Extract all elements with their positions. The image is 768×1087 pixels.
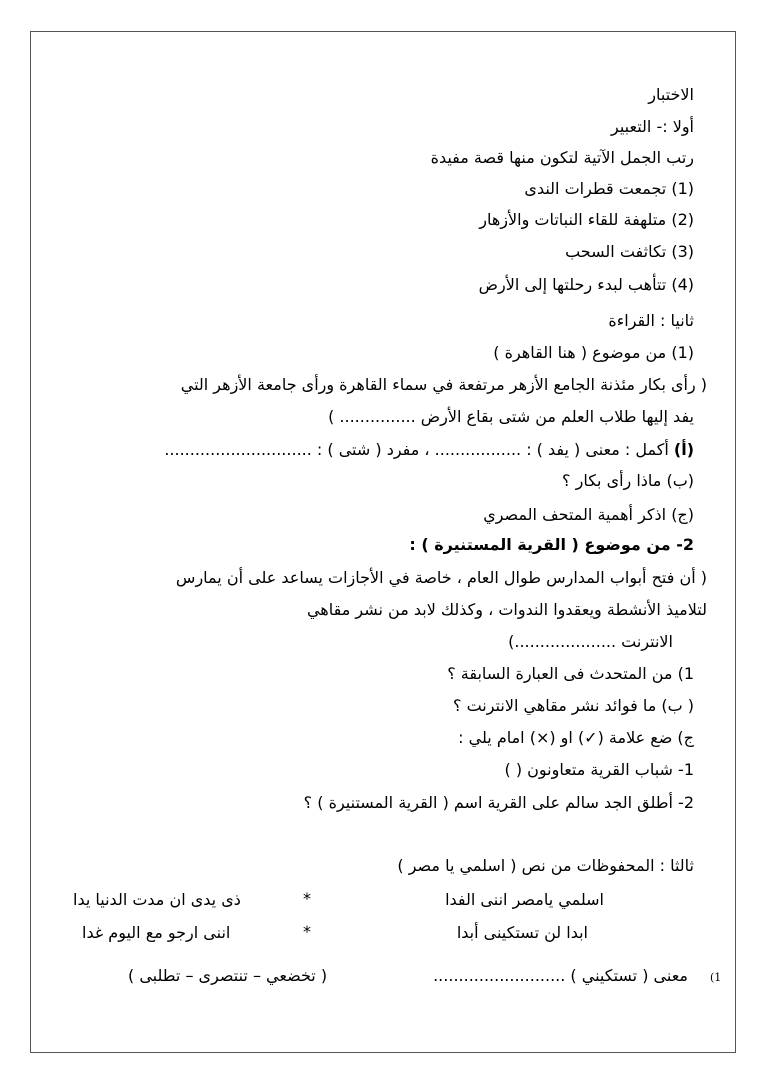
section2-heading: ثانيا : القراءة [608,311,694,330]
topic1-passage-line2: يفد إليها طلاب العلم من شتى بقاع الأرض ............... ) [328,407,694,426]
topic1-title: (1) من موضوع ( هنا القاهرة ) [493,343,694,362]
verse1-left-hemistich: ذى يدى ان مدت الدنيا يدا [73,890,241,909]
topic1-question-b: (ب) ماذا رأى بكار ؟ [562,471,694,490]
topic1-passage-line1: ( رأى بكار مئذنة الجامع الأزهر مرتفعة في سماء القاهرة ورأى جامعة الأزهر التي [180,375,707,394]
list-item: (1) تجمعت قطرات الندى [524,179,694,198]
topic2-passage-line2: لتلاميذ الأنشطة ويعقدوا الندوات ، وكذلك لابد من نشر مقاهي [306,600,707,619]
verse2-separator: * [303,922,311,941]
topic2-question-1: 1) من المتحدث فى العبارة السابقة ؟ [447,664,694,683]
verse2-right-hemistich: ابدا لن تستكينى أبدا [456,923,588,942]
question-number: (1 [710,971,722,984]
list-item: (2) متلهفة للقاء النباتات والأزهار [479,210,694,229]
statement-1: 1- شباب القرية متعاونون ( ) [504,760,694,779]
section1-heading: أولا :- التعبير [611,117,694,136]
question-a-marker: (أ) [673,440,694,459]
meaning-question: معنى ( تستكيني ) .......................... [433,966,688,985]
verse2-left-hemistich: اننى ارجو مع اليوم غدا [82,923,231,942]
verse1-right-hemistich: اسلمي يامصر اننى الفدا [445,890,604,909]
verse1-separator: * [303,889,311,908]
exam-title: الاختبار [648,85,694,104]
section1-instruction: رتب الجمل الآتية لتكون منها قصة مفيدة [430,148,694,167]
topic1-question-a [164,440,694,460]
topic2-passage-line3: الانترنت ....................) [508,632,673,651]
question-a-text: أكمل : معنى ( يفد ) : ................. ، مفرد ( شتى ) : ............................. [164,440,674,459]
topic2-question-b: ( ب) ما فوائد نشر مقاهي الانترنت ؟ [452,696,694,715]
section3-heading: ثالثا : المحفوظات من نص ( اسلمي يا مصر ) [397,856,694,875]
topic2-passage-line1: ( أن فتح أبواب المدارس طوال العام ، خاصة في الأجازات يساعد على أن يمارس [175,568,707,587]
topic2-title: 2- من موضوع ( القرية المستنيرة ) : [409,535,694,554]
meaning-choices: ( تخضعي – تنتصرى – تطلبى ) [128,966,328,985]
topic2-question-c: ج) ضع علامة (✓) او (×) امام يلي : [458,728,694,747]
topic1-question-c: (ج) اذكر أهمية المتحف المصري [483,505,694,524]
list-item: (4) تتأهب لبدء رحلتها إلى الأرض [478,275,694,294]
list-item: (3) تكاثفت السحب [565,242,694,261]
statement-2: 2- أطلق الجد سالم على القرية اسم ( القرية المستنيرة ) ؟ [303,793,694,812]
